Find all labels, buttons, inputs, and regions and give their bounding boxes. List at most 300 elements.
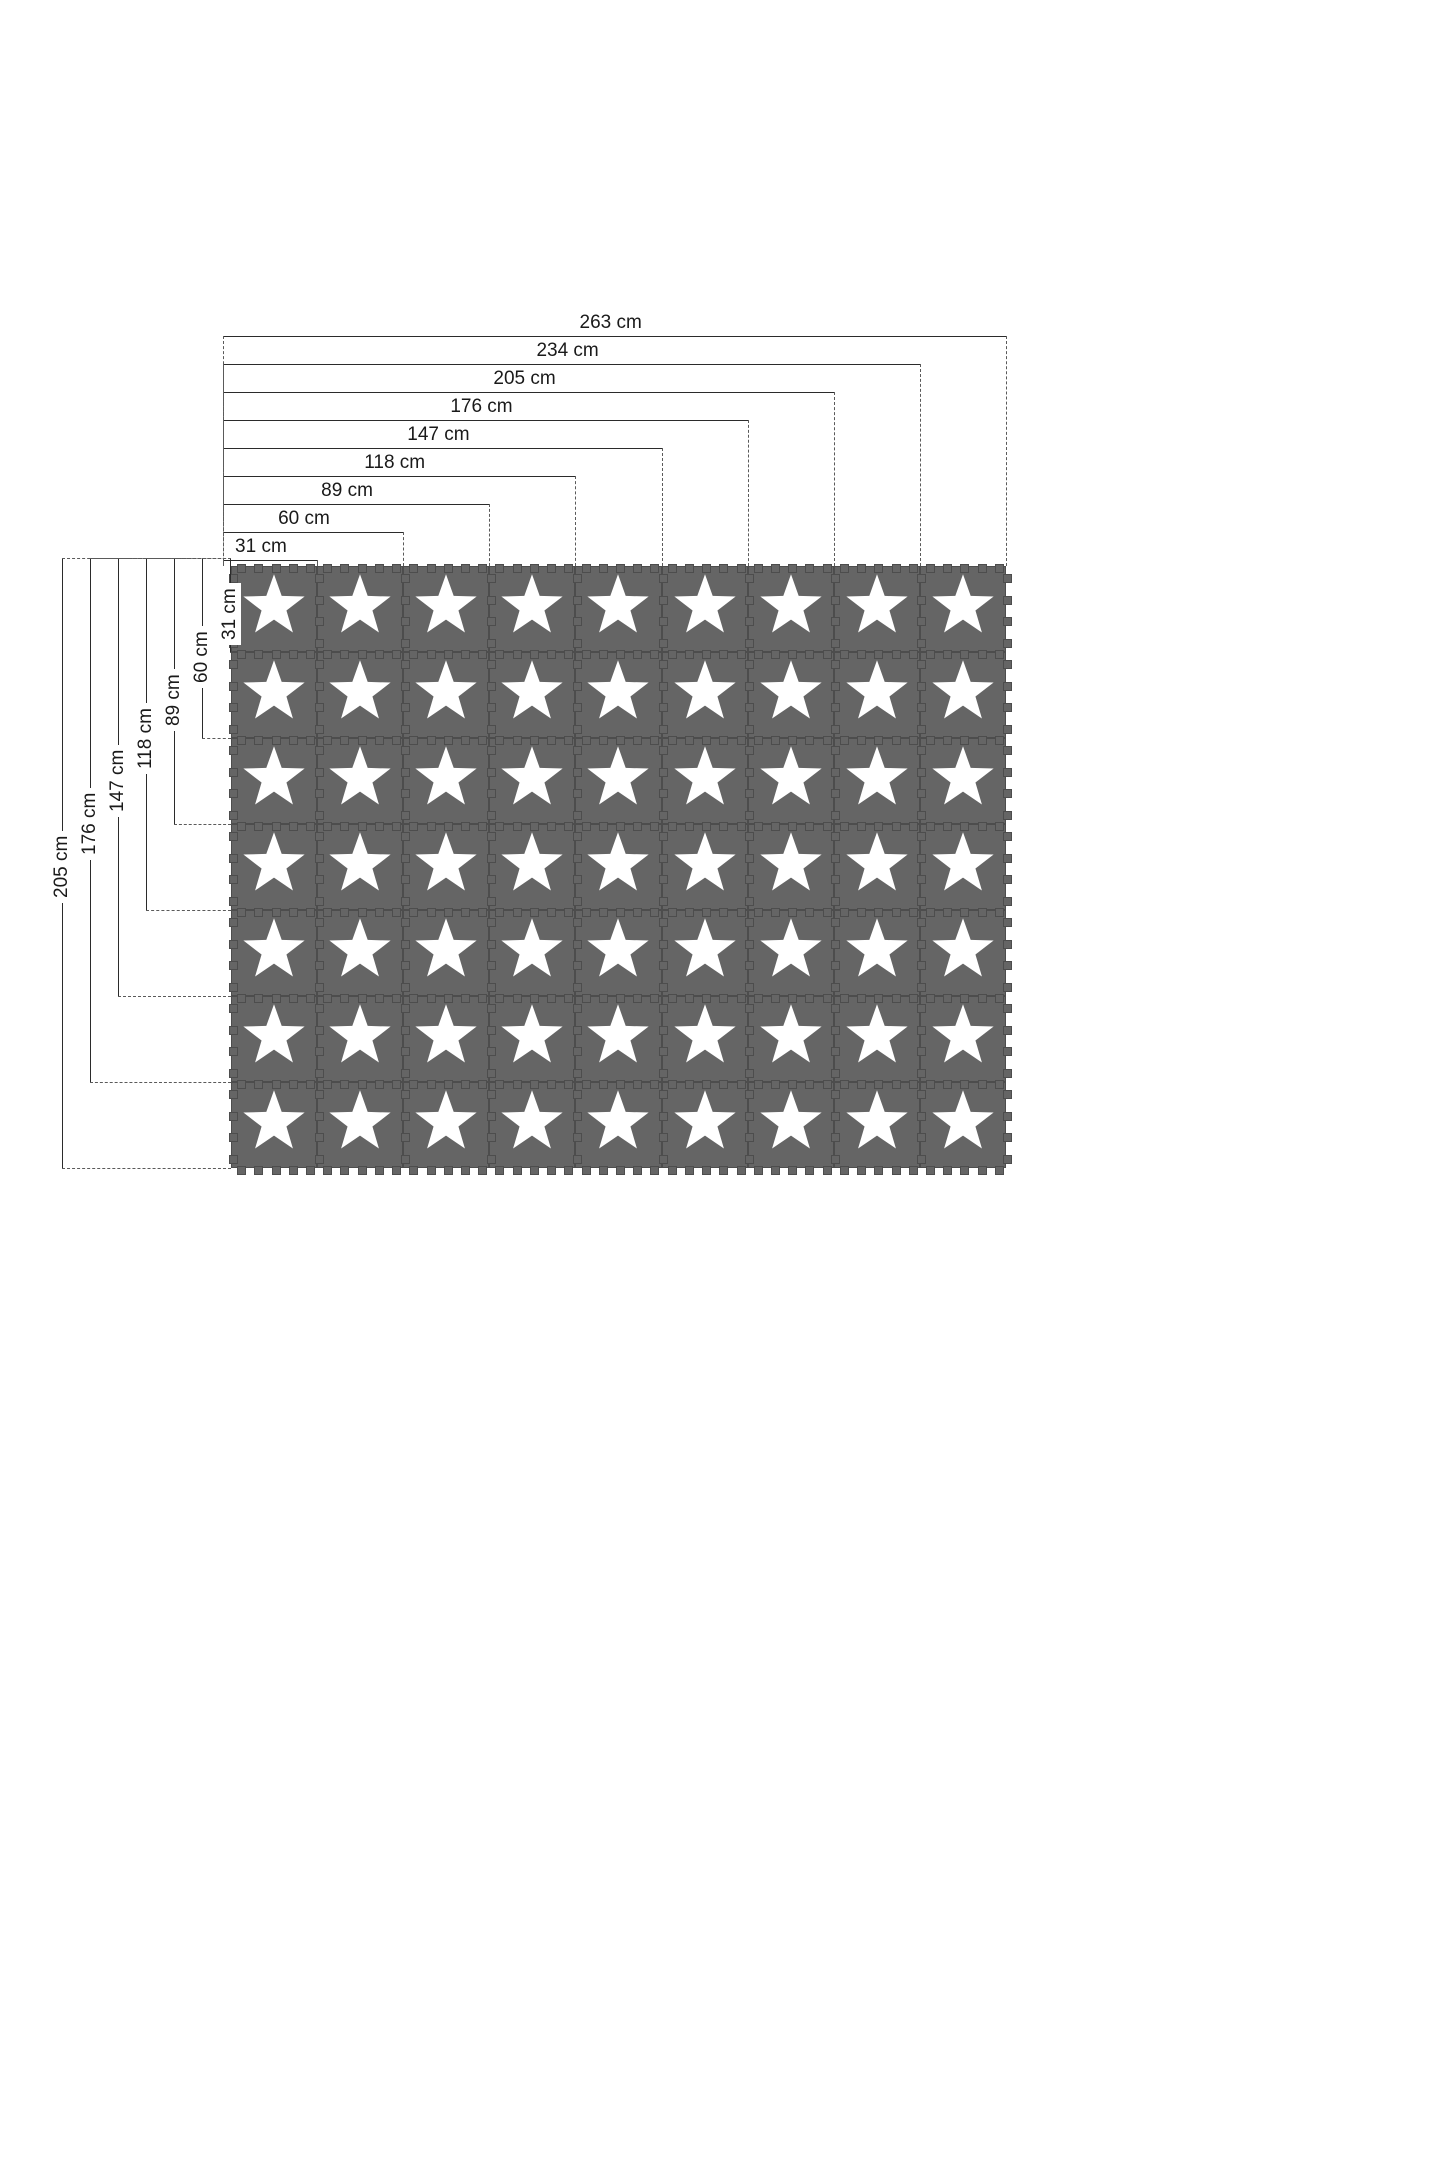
tile-nub [659,746,668,755]
tile-nub [582,994,591,1003]
tile-nub [745,811,754,820]
tile-nub [530,736,539,745]
tile-nub [573,918,582,927]
tile-nub [719,908,728,917]
tile-nub [659,1155,668,1164]
tile-nub [926,564,935,573]
mat-tile [920,1082,1006,1168]
tile-nub [340,994,349,1003]
tile-nub [487,1026,496,1035]
tile-nub [874,1080,883,1089]
tile-nub [461,650,470,659]
tile-nub [444,908,453,917]
star-icon [327,745,394,817]
tile-nub [831,617,840,626]
tile-nub [229,854,238,863]
tile-nub [547,908,556,917]
star-icon [241,745,308,817]
mat-tile [920,996,1006,1082]
star-icon [671,745,738,817]
tile-nub [737,650,746,659]
mat-tile [834,1082,920,1168]
tile-nub [754,1080,763,1089]
tile-nub [633,994,642,1003]
tile-nub [788,650,797,659]
tile-nub [229,1069,238,1078]
tile-nub [831,1133,840,1142]
star-icon [499,745,566,817]
star-icon [929,1089,996,1161]
tile-nub [1003,1155,1012,1164]
tile-nub [582,822,591,831]
star-icon [843,917,910,989]
tile-nub [340,908,349,917]
tile-nub [831,1004,840,1013]
tile-nub [306,1080,315,1089]
tile-nub [805,650,814,659]
tile-nub [409,1080,418,1089]
horizontal-dimension-line [223,448,662,449]
tile-nub [478,822,487,831]
tile-nub [315,639,324,648]
tile-nub [917,660,926,669]
tile-nub [943,736,952,745]
dimension-leader [575,476,576,566]
tile-nub [229,875,238,884]
tile-nub [392,908,401,917]
tile-nub [487,1069,496,1078]
tile-nub [917,617,926,626]
tile-nub [237,994,246,1003]
mat-tile [575,738,661,824]
tile-nub [573,746,582,755]
star-icon [843,1089,910,1161]
tile-nub [745,1090,754,1099]
tile-nub [573,854,582,863]
tile-nub [358,994,367,1003]
star-icon [757,831,824,903]
tile-nub [401,918,410,927]
mat-tile [489,996,575,1082]
tile-nub [702,736,711,745]
mat-tile [231,824,317,910]
tile-nub [1003,1047,1012,1056]
tile-nub [857,650,866,659]
tile-nub [306,1166,315,1175]
tile-nub [254,564,263,573]
tile-nub [857,994,866,1003]
tile-nub [444,822,453,831]
tile-nub [461,908,470,917]
tile-nub [573,1069,582,1078]
tile-nub [315,961,324,970]
tile-nub [229,746,238,755]
tile-nub [358,564,367,573]
tile-nub [650,1166,659,1175]
tile-nub [745,1004,754,1013]
tile-nub [831,1112,840,1121]
mat-tile [403,910,489,996]
tile-nub [745,682,754,691]
tile-nub [573,983,582,992]
tile-nub [668,564,677,573]
tile-nub [272,1080,281,1089]
star-icon [757,1003,824,1075]
tile-nub [1003,1069,1012,1078]
tile-nub [702,994,711,1003]
tile-nub [401,832,410,841]
tile-nub [995,994,1004,1003]
mat-tile [489,738,575,824]
tile-nub [702,650,711,659]
tile-nub [564,1166,573,1175]
tile-nub [668,908,677,917]
tile-nub [599,1166,608,1175]
tile-nub [229,703,238,712]
tile-nub [659,983,668,992]
tile-nub [1003,789,1012,798]
tile-nub [530,1166,539,1175]
tile-nub [289,564,298,573]
tile-nub [702,1166,711,1175]
star-icon [327,573,394,645]
horizontal-dimension-label: 89 cm [316,480,378,502]
tile-nub [943,994,952,1003]
tile-nub [771,650,780,659]
dimension-leader [174,824,231,825]
tile-nub [573,617,582,626]
tile-nub [1003,832,1012,841]
tile-nub [917,1155,926,1164]
tile-nub [229,897,238,906]
tile-nub [401,1112,410,1121]
tile-nub [573,768,582,777]
tile-nub [375,650,384,659]
mat-tile [403,566,489,652]
mat-tile [834,738,920,824]
tile-nub [668,650,677,659]
star-icon [671,917,738,989]
star-icon [843,573,910,645]
tile-nub [909,994,918,1003]
tile-nub [530,650,539,659]
tile-nub [564,908,573,917]
tile-nub [573,725,582,734]
star-icon [585,659,652,731]
tile-nub [659,918,668,927]
tile-nub [737,564,746,573]
tile-nub [392,994,401,1003]
tile-nub [487,983,496,992]
tile-nub [478,650,487,659]
tile-nub [805,1080,814,1089]
tile-nub [573,875,582,884]
tile-nub [771,1166,780,1175]
mat-tile [575,652,661,738]
tile-nub [513,822,522,831]
dimension-leader [748,420,749,566]
tile-nub [409,564,418,573]
tile-nub [702,822,711,831]
tile-nub [823,994,832,1003]
tile-nub [917,746,926,755]
tile-nub [487,1090,496,1099]
tile-nub [229,918,238,927]
tile-nub [401,961,410,970]
tile-nub [788,908,797,917]
tile-nub [401,983,410,992]
horizontal-dimension-label: 234 cm [531,340,603,362]
tile-nub [573,596,582,605]
tile-nub [719,994,728,1003]
mat-tile [231,996,317,1082]
tile-nub [306,650,315,659]
tile-nub [254,736,263,745]
tile-nub [427,994,436,1003]
tile-nub [737,994,746,1003]
tile-nub [487,725,496,734]
star-icon [413,917,480,989]
tile-nub [375,1080,384,1089]
star-icon [757,659,824,731]
tile-nub [401,660,410,669]
tile-nub [487,1112,496,1121]
tile-nub [831,983,840,992]
star-icon [929,573,996,645]
tile-nub [857,736,866,745]
tile-nub [771,1080,780,1089]
star-icon [499,917,566,989]
mat-tile [834,652,920,738]
tile-nub [229,811,238,820]
tile-nub [272,822,281,831]
tile-nub [831,832,840,841]
mat-tile [231,652,317,738]
tile-nub [315,811,324,820]
tile-nub [487,574,496,583]
tile-nub [874,650,883,659]
tile-nub [857,564,866,573]
star-icon [843,659,910,731]
mat-tile [748,652,834,738]
tile-nub [237,650,246,659]
tile-nub [650,822,659,831]
star-icon [585,1089,652,1161]
tile-nub [754,1166,763,1175]
mat-tile [317,566,403,652]
tile-nub [960,994,969,1003]
tile-nub [745,918,754,927]
mat-tile [403,738,489,824]
tile-nub [745,768,754,777]
tile-nub [668,994,677,1003]
mat-tile [662,738,748,824]
tile-nub [650,908,659,917]
tile-nub [306,822,315,831]
tile-nub [892,564,901,573]
tile-nub [564,736,573,745]
tile-nub [831,746,840,755]
tile-nub [237,1166,246,1175]
tile-nub [375,1166,384,1175]
tile-nub [719,650,728,659]
tile-nub [909,1080,918,1089]
mat-tile [748,824,834,910]
tile-nub [978,908,987,917]
tile-nub [745,961,754,970]
tile-nub [788,1166,797,1175]
tile-nub [392,650,401,659]
tile-nub [573,574,582,583]
tile-nub [358,822,367,831]
tile-nub [237,564,246,573]
tile-nub [573,703,582,712]
star-icon [327,917,394,989]
tile-nub [659,811,668,820]
tile-nub [487,854,496,863]
tile-nub [495,994,504,1003]
tile-nub [229,832,238,841]
tile-nub [926,822,935,831]
tile-nub [315,1069,324,1078]
tile-nub [978,994,987,1003]
tile-nub [513,1080,522,1089]
mat-tile [575,910,661,996]
tile-nub [547,822,556,831]
tile-nub [745,574,754,583]
mat-tile [575,996,661,1082]
tile-nub [599,908,608,917]
mat-tile [834,824,920,910]
tile-nub [1003,918,1012,927]
star-icon [327,1089,394,1161]
star-icon [327,659,394,731]
tile-nub [401,897,410,906]
tile-nub [909,822,918,831]
star-icon [929,1003,996,1075]
tile-nub [289,650,298,659]
tile-nub [659,1069,668,1078]
tile-nub [917,574,926,583]
tile-nub [659,875,668,884]
tile-nub [857,908,866,917]
tile-nub [547,650,556,659]
tile-nub [831,725,840,734]
mat-tile [748,910,834,996]
tile-nub [358,1080,367,1089]
vertical-dimension-label: 118 cm [135,703,157,774]
tile-nub [254,1080,263,1089]
tile-nub [444,1166,453,1175]
tile-nub [564,1080,573,1089]
tile-nub [745,897,754,906]
tile-nub [599,822,608,831]
tile-nub [943,1080,952,1089]
tile-nub [719,1080,728,1089]
tile-nub [616,1166,625,1175]
tile-nub [1003,940,1012,949]
tile-nub [495,650,504,659]
tile-nub [960,822,969,831]
tile-nub [823,736,832,745]
tile-nub [831,703,840,712]
tile-nub [917,875,926,884]
mat-tile [403,824,489,910]
mat-tile [489,824,575,910]
tile-nub [745,725,754,734]
tile-nub [788,994,797,1003]
tile-nub [375,994,384,1003]
tile-nub [659,897,668,906]
mat-tile [748,566,834,652]
tile-nub [487,940,496,949]
dimension-leader [230,652,231,653]
tile-nub [805,736,814,745]
mat-tile [403,652,489,738]
tile-nub [315,768,324,777]
tile-nub [831,574,840,583]
tile-nub [659,768,668,777]
tile-nub [573,1155,582,1164]
star-icon [671,1003,738,1075]
mat-tile [489,566,575,652]
tile-nub [478,736,487,745]
tile-nub [745,1155,754,1164]
mat-tile [231,566,317,652]
tile-nub [823,1080,832,1089]
tile-nub [995,908,1004,917]
tile-nub [659,574,668,583]
tile-nub [1003,574,1012,583]
tile-nub [229,789,238,798]
tile-nub [926,994,935,1003]
tile-nub [237,908,246,917]
tile-nub [229,660,238,669]
tile-nub [573,1026,582,1035]
tile-nub [917,918,926,927]
tile-nub [926,1080,935,1089]
tile-nub [513,908,522,917]
tile-nub [857,1080,866,1089]
tile-nub [995,736,1004,745]
tile-nub [917,832,926,841]
dimension-leader [202,738,231,739]
tile-nub [582,1080,591,1089]
horizontal-dimension-line [223,476,575,477]
tile-nub [633,564,642,573]
mat-tile [317,824,403,910]
tile-nub [805,994,814,1003]
tile-nub [487,918,496,927]
tile-nub [702,1080,711,1089]
tile-nub [917,961,926,970]
tile-nub [823,650,832,659]
tile-nub [1003,617,1012,626]
tile-nub [229,768,238,777]
tile-nub [917,1090,926,1099]
mat-tile [662,910,748,996]
tile-nub [616,564,625,573]
mat-tile [231,1082,317,1168]
tile-nub [659,854,668,863]
tile-nub [401,1026,410,1035]
star-icon [241,1003,308,1075]
tile-nub [909,650,918,659]
tile-nub [487,1004,496,1013]
tile-nub [444,1080,453,1089]
tile-nub [1003,961,1012,970]
tile-nub [831,1047,840,1056]
